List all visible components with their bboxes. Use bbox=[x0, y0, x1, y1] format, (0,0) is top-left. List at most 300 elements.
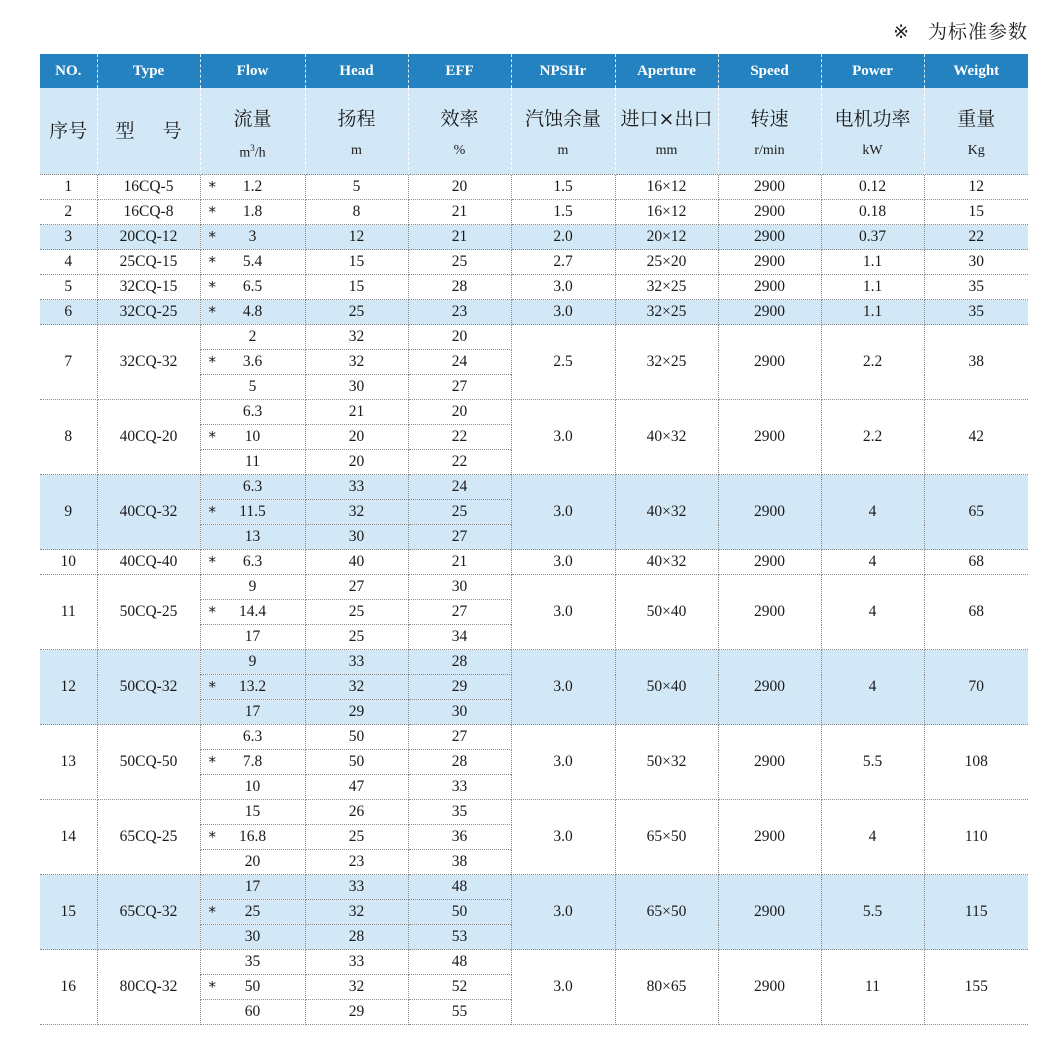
col-unit: m bbox=[557, 143, 569, 158]
cell-weight: 35 bbox=[924, 275, 1028, 300]
cell-aperture: 65×50 bbox=[615, 800, 718, 875]
cell-speed: 2900 bbox=[718, 550, 821, 575]
cell-eff: 20 bbox=[408, 325, 511, 350]
cell-power: 4 bbox=[821, 650, 924, 725]
col-header-aperture-cn bbox=[615, 88, 718, 175]
flow-value: 15 bbox=[244, 803, 261, 820]
cell-no: 4 bbox=[40, 250, 97, 275]
cell-no: 13 bbox=[40, 725, 97, 800]
cell-head: 50 bbox=[305, 725, 408, 750]
cell-weight: 35 bbox=[924, 300, 1028, 325]
flow-value: 60 bbox=[244, 1003, 261, 1020]
cell-head: 29 bbox=[305, 1000, 408, 1025]
header-row-chinese bbox=[40, 88, 1028, 175]
note-text: 为标准参数 bbox=[927, 21, 1028, 43]
flow-value: 9 bbox=[248, 578, 257, 595]
table-row bbox=[40, 800, 1028, 825]
col-label: 重量 bbox=[957, 108, 996, 130]
cell-power: 4 bbox=[821, 575, 924, 650]
flow-value: 13.2 bbox=[238, 678, 267, 695]
cell-head: 32 bbox=[305, 500, 408, 525]
table-row bbox=[40, 725, 1028, 750]
cell-npshr: 2.7 bbox=[511, 250, 615, 275]
cell-power: 2.2 bbox=[821, 325, 924, 400]
cell-no: 16 bbox=[40, 950, 97, 1025]
cell-eff: 21 bbox=[408, 225, 511, 250]
cell-head: 30 bbox=[305, 375, 408, 400]
cell-npshr: 3.0 bbox=[511, 725, 615, 800]
table-row bbox=[40, 400, 1028, 425]
cell-head: 25 bbox=[305, 825, 408, 850]
cell-flow bbox=[200, 550, 305, 575]
standard-marker-icon: * bbox=[208, 503, 216, 521]
cell-no: 10 bbox=[40, 550, 97, 575]
cell-npshr: 3.0 bbox=[511, 475, 615, 550]
cell-eff: 23 bbox=[408, 300, 511, 325]
cell-flow bbox=[200, 900, 305, 925]
cell-speed: 2900 bbox=[718, 575, 821, 650]
table-row bbox=[40, 275, 1028, 300]
cell-flow bbox=[200, 750, 305, 775]
cell-head: 33 bbox=[305, 475, 408, 500]
flow-value: 6.3 bbox=[242, 478, 263, 495]
cell-no: 1 bbox=[40, 175, 97, 200]
cell-head: 30 bbox=[305, 525, 408, 550]
cell-eff: 24 bbox=[408, 350, 511, 375]
standard-marker-icon: * bbox=[208, 978, 216, 996]
cell-aperture: 25×20 bbox=[615, 250, 718, 275]
col-unit: r/min bbox=[754, 143, 785, 158]
cell-aperture: 50×40 bbox=[615, 575, 718, 650]
cell-aperture: 80×65 bbox=[615, 950, 718, 1025]
cell-aperture: 32×25 bbox=[615, 275, 718, 300]
cell-no: 15 bbox=[40, 875, 97, 950]
cell-head: 32 bbox=[305, 975, 408, 1000]
cell-flow bbox=[200, 525, 305, 550]
cell-flow bbox=[200, 800, 305, 825]
cell-flow bbox=[200, 325, 305, 350]
cell-aperture: 40×32 bbox=[615, 550, 718, 575]
cell-npshr: 3.0 bbox=[511, 875, 615, 950]
standard-marker-icon: * bbox=[208, 178, 216, 196]
flow-value: 7.8 bbox=[242, 753, 263, 770]
cell-speed: 2900 bbox=[718, 225, 821, 250]
unit-base: m bbox=[239, 145, 251, 161]
table-row bbox=[40, 650, 1028, 675]
flow-value: 2 bbox=[248, 328, 257, 345]
cell-speed: 2900 bbox=[718, 725, 821, 800]
standard-marker-icon: * bbox=[208, 278, 216, 296]
cell-type: 50CQ-50 bbox=[97, 725, 200, 800]
cell-flow bbox=[200, 350, 305, 375]
standard-marker-icon: * bbox=[208, 603, 216, 621]
cell-speed: 2900 bbox=[718, 250, 821, 275]
cell-head: 32 bbox=[305, 350, 408, 375]
cell-type: 65CQ-25 bbox=[97, 800, 200, 875]
cell-head: 32 bbox=[305, 900, 408, 925]
flow-value: 50 bbox=[244, 978, 261, 995]
cell-eff: 21 bbox=[408, 200, 511, 225]
cell-flow bbox=[200, 850, 305, 875]
cell-head: 50 bbox=[305, 750, 408, 775]
cell-flow bbox=[200, 975, 305, 1000]
cell-flow bbox=[200, 675, 305, 700]
cell-eff: 48 bbox=[408, 950, 511, 975]
cell-aperture: 32×25 bbox=[615, 300, 718, 325]
cell-type: 50CQ-32 bbox=[97, 650, 200, 725]
cell-head: 27 bbox=[305, 575, 408, 600]
standard-marker-icon: * bbox=[208, 353, 216, 371]
cell-head: 32 bbox=[305, 325, 408, 350]
cell-power: 4 bbox=[821, 475, 924, 550]
cell-head: 20 bbox=[305, 425, 408, 450]
cell-flow bbox=[200, 275, 305, 300]
standard-marker-icon: * bbox=[208, 678, 216, 696]
standard-marker-icon: * bbox=[208, 428, 216, 446]
flow-value: 16.8 bbox=[238, 828, 267, 845]
cell-head: 25 bbox=[305, 300, 408, 325]
cell-head: 25 bbox=[305, 600, 408, 625]
cell-no: 14 bbox=[40, 800, 97, 875]
flow-value: 5 bbox=[248, 378, 257, 395]
cell-npshr: 1.5 bbox=[511, 200, 615, 225]
cell-eff: 20 bbox=[408, 175, 511, 200]
cell-head: 32 bbox=[305, 675, 408, 700]
cell-speed: 2900 bbox=[718, 325, 821, 400]
table-row bbox=[40, 575, 1028, 600]
cell-head: 33 bbox=[305, 950, 408, 975]
cell-type: 25CQ-15 bbox=[97, 250, 200, 275]
cell-type: 32CQ-25 bbox=[97, 300, 200, 325]
cell-type: 80CQ-32 bbox=[97, 950, 200, 1025]
col-label: 序号 bbox=[49, 120, 88, 142]
cell-eff: 22 bbox=[408, 425, 511, 450]
cell-no: 7 bbox=[40, 325, 97, 400]
col-header-head-cn bbox=[305, 88, 408, 175]
standard-parameter-note bbox=[893, 17, 1028, 44]
cell-eff: 27 bbox=[408, 725, 511, 750]
cell-head: 33 bbox=[305, 875, 408, 900]
cell-eff: 28 bbox=[408, 650, 511, 675]
cell-flow bbox=[200, 175, 305, 200]
unit-tail: /h bbox=[254, 145, 266, 161]
cell-flow bbox=[200, 225, 305, 250]
col-header-npshr-cn bbox=[511, 88, 615, 175]
col-header-type: Type bbox=[97, 54, 200, 88]
pump-spec-table bbox=[40, 54, 1028, 1025]
header-row-english bbox=[40, 54, 1028, 88]
col-unit: m bbox=[351, 143, 362, 158]
cell-npshr: 3.0 bbox=[511, 650, 615, 725]
standard-marker-icon: * bbox=[208, 828, 216, 846]
col-header-speed-cn bbox=[718, 88, 821, 175]
col-header-eff: EFF bbox=[408, 54, 511, 88]
col-header-npshr: NPSHr bbox=[511, 54, 615, 88]
cell-power: 0.18 bbox=[821, 200, 924, 225]
flow-value: 30 bbox=[244, 928, 261, 945]
cell-eff: 55 bbox=[408, 1000, 511, 1025]
cell-weight: 115 bbox=[924, 875, 1028, 950]
asterisk-icon: ※ bbox=[893, 21, 910, 43]
col-label bbox=[98, 116, 200, 143]
col-unit: Kg bbox=[967, 143, 985, 158]
cell-no: 3 bbox=[40, 225, 97, 250]
cell-eff: 22 bbox=[408, 450, 511, 475]
col-label: 效率 bbox=[440, 108, 479, 130]
cell-eff: 27 bbox=[408, 375, 511, 400]
col-header-power-cn bbox=[821, 88, 924, 175]
cell-eff: 27 bbox=[408, 525, 511, 550]
cell-power: 4 bbox=[821, 800, 924, 875]
cell-npshr: 3.0 bbox=[511, 950, 615, 1025]
cell-flow bbox=[200, 875, 305, 900]
cell-eff: 21 bbox=[408, 550, 511, 575]
cell-flow bbox=[200, 950, 305, 975]
cell-flow bbox=[200, 600, 305, 625]
cell-flow bbox=[200, 200, 305, 225]
table-body bbox=[40, 175, 1028, 1025]
cell-npshr: 3.0 bbox=[511, 550, 615, 575]
cell-type: 32CQ-32 bbox=[97, 325, 200, 400]
cell-weight: 65 bbox=[924, 475, 1028, 550]
cell-power: 5.5 bbox=[821, 875, 924, 950]
cell-type: 20CQ-12 bbox=[97, 225, 200, 250]
cell-eff: 28 bbox=[408, 275, 511, 300]
cell-no: 5 bbox=[40, 275, 97, 300]
cell-type: 65CQ-32 bbox=[97, 875, 200, 950]
cell-eff: 30 bbox=[408, 700, 511, 725]
standard-marker-icon: * bbox=[208, 303, 216, 321]
cell-head: 12 bbox=[305, 225, 408, 250]
cell-aperture: 50×40 bbox=[615, 650, 718, 725]
cell-head: 29 bbox=[305, 700, 408, 725]
standard-marker-icon: * bbox=[208, 753, 216, 771]
col-label: 扬程 bbox=[337, 108, 376, 130]
cell-aperture: 16×12 bbox=[615, 200, 718, 225]
cell-eff: 24 bbox=[408, 475, 511, 500]
col-unit: kW bbox=[862, 143, 883, 158]
flow-value: 1.8 bbox=[242, 203, 263, 220]
cell-eff: 34 bbox=[408, 625, 511, 650]
cell-weight: 155 bbox=[924, 950, 1028, 1025]
cell-power: 11 bbox=[821, 950, 924, 1025]
cell-weight: 15 bbox=[924, 200, 1028, 225]
col-header-flow-cn bbox=[200, 88, 305, 175]
cell-head: 15 bbox=[305, 275, 408, 300]
flow-value: 35 bbox=[244, 953, 261, 970]
cell-power: 5.5 bbox=[821, 725, 924, 800]
cell-eff: 36 bbox=[408, 825, 511, 850]
col-header-power: Power bbox=[821, 54, 924, 88]
cell-no: 6 bbox=[40, 300, 97, 325]
cell-speed: 2900 bbox=[718, 400, 821, 475]
unit-sup: 3 bbox=[250, 143, 255, 153]
col-label: 电机功率 bbox=[834, 108, 911, 130]
cell-head: 5 bbox=[305, 175, 408, 200]
cell-aperture: 50×32 bbox=[615, 725, 718, 800]
table-row bbox=[40, 250, 1028, 275]
flow-value: 17 bbox=[244, 878, 261, 895]
col-header-eff-cn bbox=[408, 88, 511, 175]
col-header-type-cn bbox=[97, 88, 200, 175]
cell-npshr: 3.0 bbox=[511, 575, 615, 650]
col-label: 汽蚀余量 bbox=[524, 108, 601, 130]
flow-value: 11 bbox=[245, 453, 260, 470]
col-header-head: Head bbox=[305, 54, 408, 88]
col-header-no: NO. bbox=[40, 54, 97, 88]
table-row bbox=[40, 950, 1028, 975]
cell-eff: 28 bbox=[408, 750, 511, 775]
cell-weight: 42 bbox=[924, 400, 1028, 475]
cell-aperture: 40×32 bbox=[615, 475, 718, 550]
flow-value: 5.4 bbox=[242, 253, 263, 270]
cell-head: 21 bbox=[305, 400, 408, 425]
flow-value: 1.2 bbox=[242, 178, 263, 195]
cell-aperture: 40×32 bbox=[615, 400, 718, 475]
flow-value: 17 bbox=[244, 628, 261, 645]
cell-npshr: 2.0 bbox=[511, 225, 615, 250]
cell-flow bbox=[200, 700, 305, 725]
flow-value: 10 bbox=[244, 428, 261, 445]
cell-no: 11 bbox=[40, 575, 97, 650]
table-row bbox=[40, 475, 1028, 500]
cell-weight: 68 bbox=[924, 575, 1028, 650]
cell-eff: 52 bbox=[408, 975, 511, 1000]
cell-type: 40CQ-40 bbox=[97, 550, 200, 575]
cell-power: 4 bbox=[821, 550, 924, 575]
cell-no: 12 bbox=[40, 650, 97, 725]
cell-type: 16CQ-5 bbox=[97, 175, 200, 200]
cell-eff: 30 bbox=[408, 575, 511, 600]
col-header-weight-cn bbox=[924, 88, 1028, 175]
cell-eff: 53 bbox=[408, 925, 511, 950]
cell-eff: 33 bbox=[408, 775, 511, 800]
cell-type: 40CQ-32 bbox=[97, 475, 200, 550]
cell-weight: 12 bbox=[924, 175, 1028, 200]
cell-flow bbox=[200, 250, 305, 275]
table-row bbox=[40, 200, 1028, 225]
flow-value: 25 bbox=[244, 903, 261, 920]
cell-head: 28 bbox=[305, 925, 408, 950]
cell-head: 15 bbox=[305, 250, 408, 275]
col-label-part: 号 bbox=[162, 120, 182, 142]
col-header-no-cn bbox=[40, 88, 97, 175]
standard-marker-icon: * bbox=[208, 228, 216, 246]
cell-head: 40 bbox=[305, 550, 408, 575]
table-row bbox=[40, 225, 1028, 250]
cell-no: 8 bbox=[40, 400, 97, 475]
standard-marker-icon: * bbox=[208, 203, 216, 221]
col-label: 转速 bbox=[750, 108, 789, 130]
cell-weight: 70 bbox=[924, 650, 1028, 725]
cell-npshr: 3.0 bbox=[511, 300, 615, 325]
standard-marker-icon: * bbox=[208, 253, 216, 271]
cell-weight: 38 bbox=[924, 325, 1028, 400]
cell-flow bbox=[200, 475, 305, 500]
cell-head: 33 bbox=[305, 650, 408, 675]
cell-npshr: 3.0 bbox=[511, 800, 615, 875]
flow-value: 13 bbox=[244, 528, 261, 545]
cell-speed: 2900 bbox=[718, 475, 821, 550]
cell-npshr: 3.0 bbox=[511, 400, 615, 475]
cell-eff: 25 bbox=[408, 250, 511, 275]
cell-weight: 108 bbox=[924, 725, 1028, 800]
col-header-aperture: Aperture bbox=[615, 54, 718, 88]
col-header-speed: Speed bbox=[718, 54, 821, 88]
cell-type: 50CQ-25 bbox=[97, 575, 200, 650]
cell-flow bbox=[200, 825, 305, 850]
cell-flow bbox=[200, 725, 305, 750]
cell-npshr: 3.0 bbox=[511, 275, 615, 300]
cell-weight: 110 bbox=[924, 800, 1028, 875]
cell-eff: 35 bbox=[408, 800, 511, 825]
cell-head: 23 bbox=[305, 850, 408, 875]
cell-power: 2.2 bbox=[821, 400, 924, 475]
cell-eff: 50 bbox=[408, 900, 511, 925]
cell-power: 1.1 bbox=[821, 275, 924, 300]
table-row bbox=[40, 325, 1028, 350]
cell-flow bbox=[200, 925, 305, 950]
cell-weight: 68 bbox=[924, 550, 1028, 575]
cell-speed: 2900 bbox=[718, 300, 821, 325]
cell-flow bbox=[200, 400, 305, 425]
cell-aperture: 65×50 bbox=[615, 875, 718, 950]
cell-flow bbox=[200, 450, 305, 475]
flow-value: 3.6 bbox=[242, 353, 263, 370]
flow-value: 4.8 bbox=[242, 303, 263, 320]
cell-head: 47 bbox=[305, 775, 408, 800]
standard-marker-icon: * bbox=[208, 903, 216, 921]
cell-eff: 48 bbox=[408, 875, 511, 900]
cell-weight: 22 bbox=[924, 225, 1028, 250]
flow-value: 11.5 bbox=[239, 503, 266, 520]
cell-npshr: 1.5 bbox=[511, 175, 615, 200]
cell-power: 1.1 bbox=[821, 300, 924, 325]
cell-aperture: 32×25 bbox=[615, 325, 718, 400]
cell-head: 8 bbox=[305, 200, 408, 225]
col-unit bbox=[201, 143, 305, 162]
cell-flow bbox=[200, 375, 305, 400]
cell-eff: 25 bbox=[408, 500, 511, 525]
flow-value: 6.3 bbox=[242, 553, 263, 570]
cell-flow bbox=[200, 1000, 305, 1025]
col-label: 流量 bbox=[233, 108, 272, 130]
cell-flow bbox=[200, 650, 305, 675]
cell-power: 0.12 bbox=[821, 175, 924, 200]
flow-value: 9 bbox=[248, 653, 257, 670]
cell-eff: 38 bbox=[408, 850, 511, 875]
cell-npshr: 2.5 bbox=[511, 325, 615, 400]
table-row bbox=[40, 300, 1028, 325]
table-row bbox=[40, 550, 1028, 575]
cell-speed: 2900 bbox=[718, 275, 821, 300]
cell-flow bbox=[200, 300, 305, 325]
cell-power: 1.1 bbox=[821, 250, 924, 275]
cell-speed: 2900 bbox=[718, 650, 821, 725]
col-unit: mm bbox=[655, 143, 678, 158]
flow-value: 3 bbox=[248, 228, 257, 245]
cell-head: 26 bbox=[305, 800, 408, 825]
flow-value: 6.3 bbox=[242, 403, 263, 420]
cell-weight: 30 bbox=[924, 250, 1028, 275]
cell-eff: 27 bbox=[408, 600, 511, 625]
cell-aperture: 16×12 bbox=[615, 175, 718, 200]
cell-head: 20 bbox=[305, 450, 408, 475]
col-header-weight: Weight bbox=[924, 54, 1028, 88]
col-label-part: 型 bbox=[115, 120, 135, 142]
standard-marker-icon: * bbox=[208, 553, 216, 571]
flow-value: 10 bbox=[244, 778, 261, 795]
